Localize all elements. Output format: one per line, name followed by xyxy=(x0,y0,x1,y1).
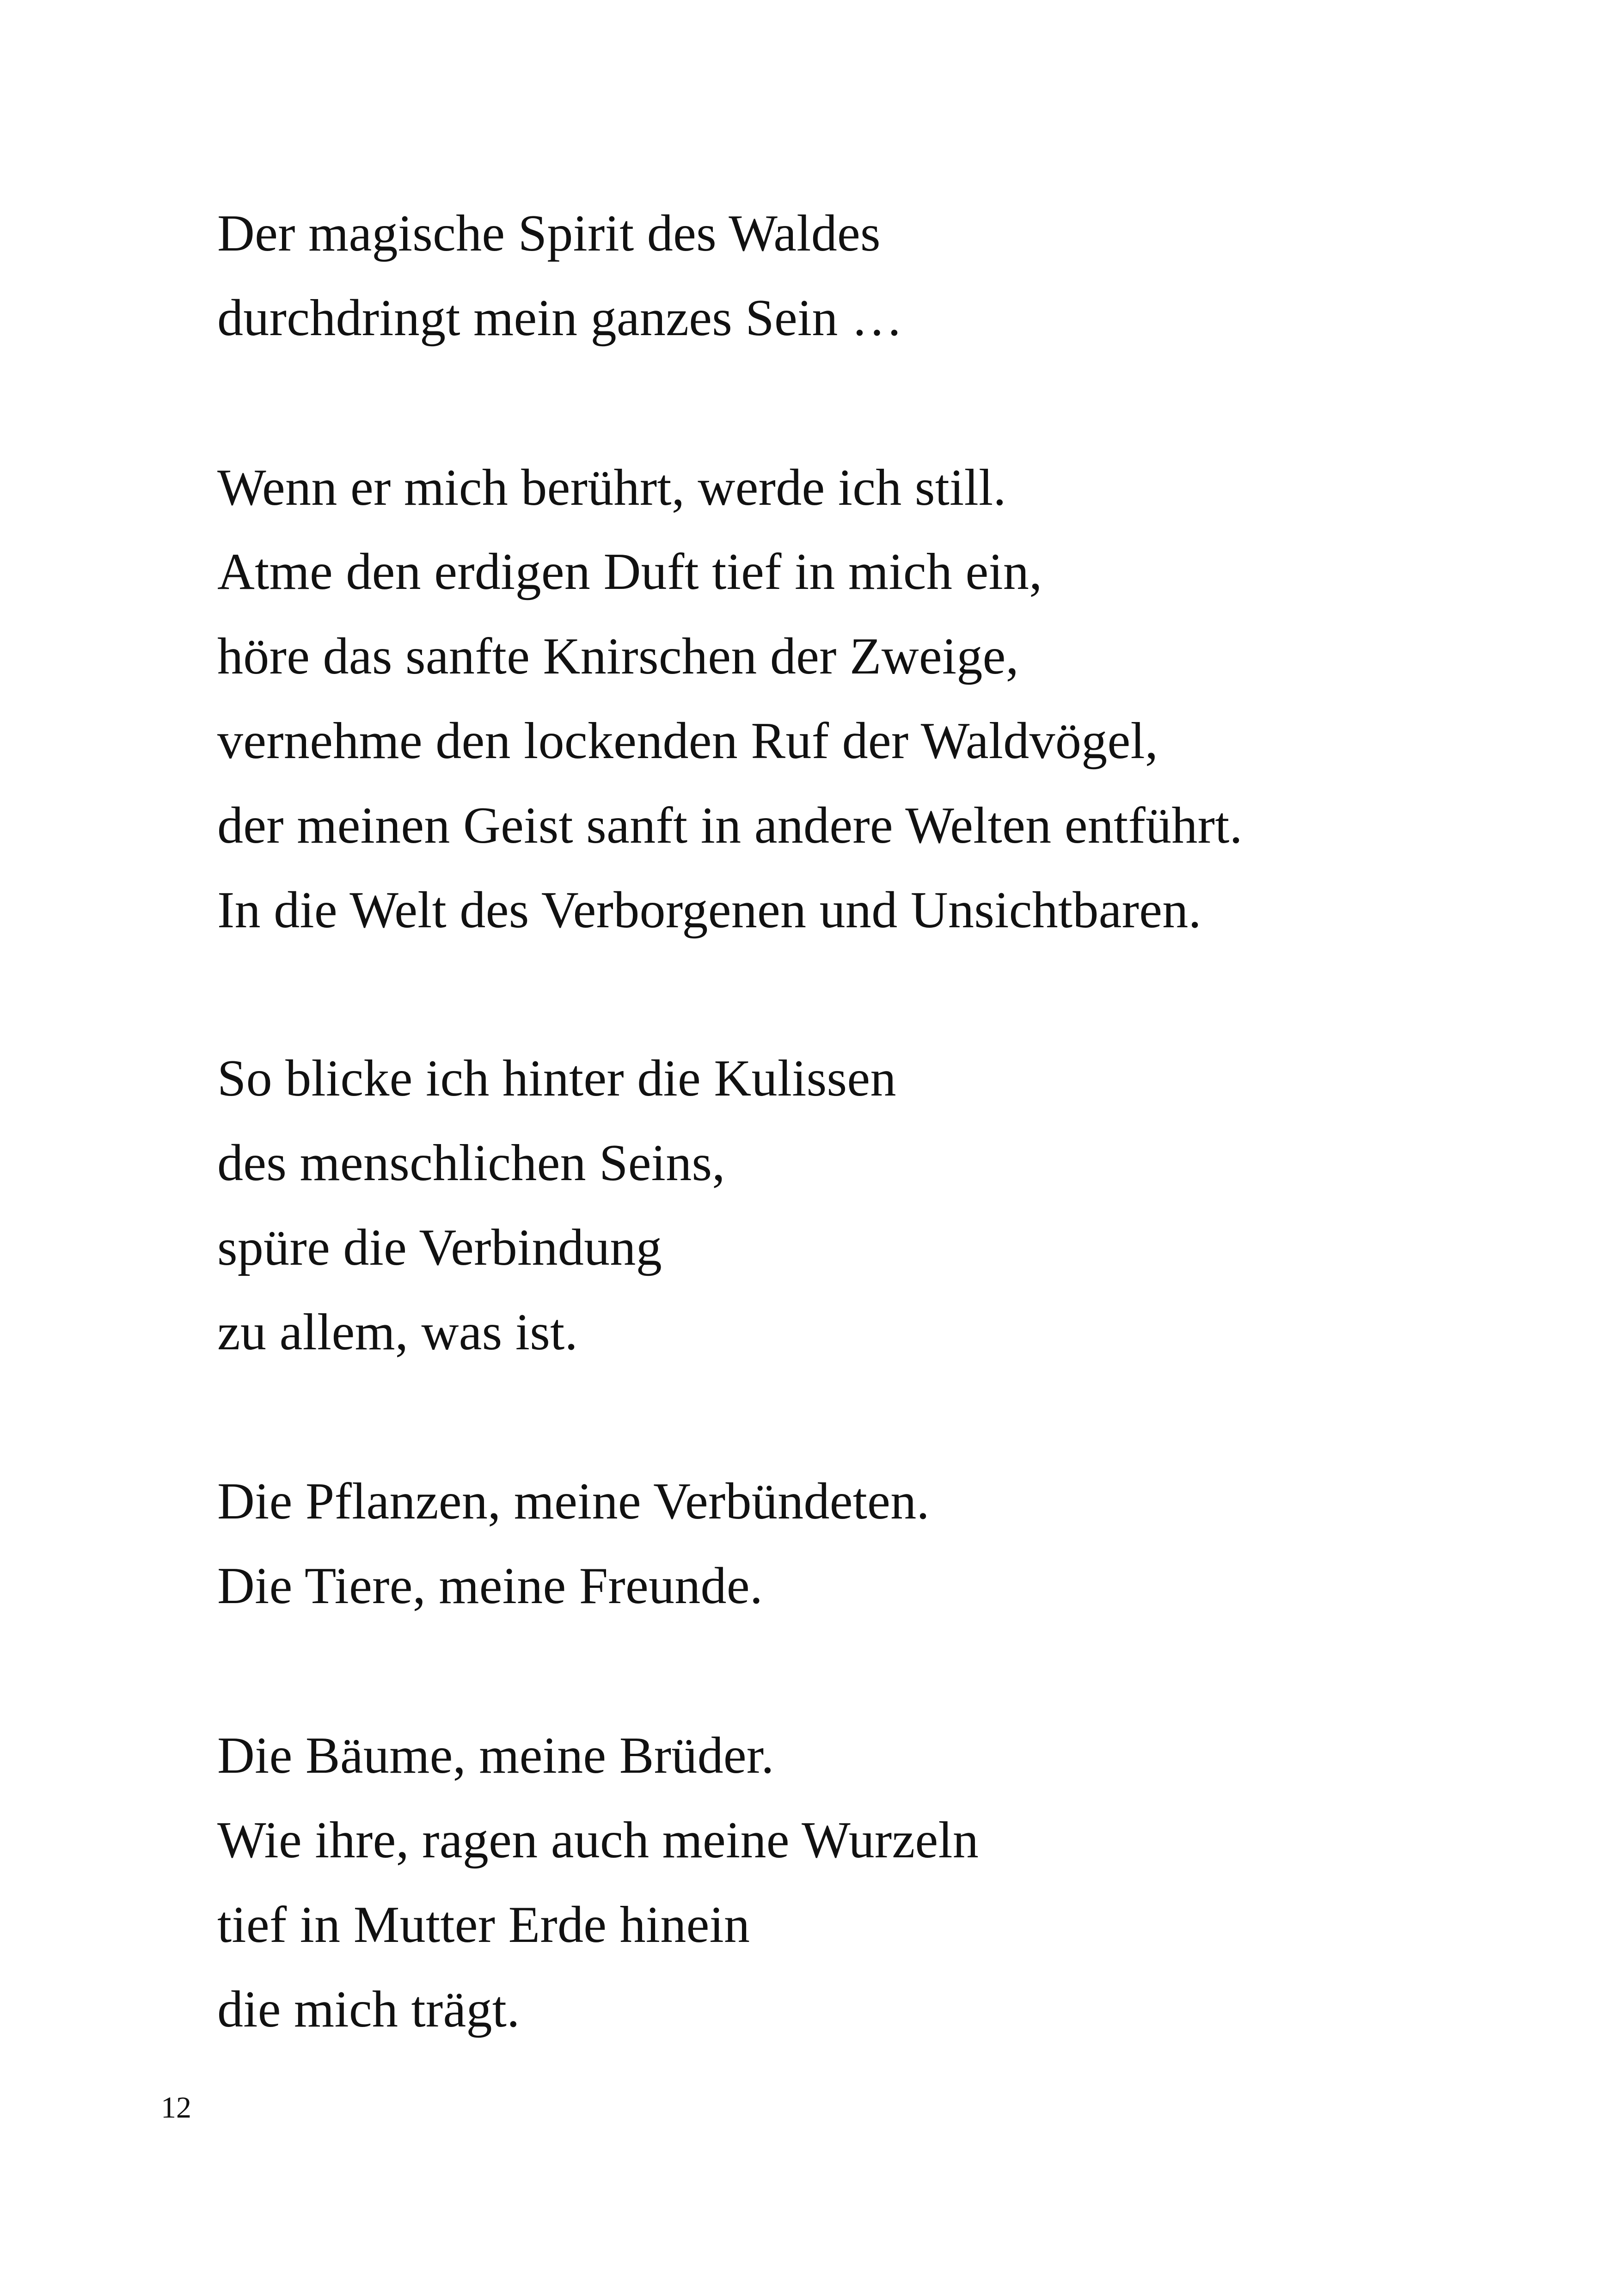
poem-line: Wenn er mich berührt, werde ich still. xyxy=(217,459,1006,516)
poem-line: Atme den erdigen Duft tief in mich ein, xyxy=(217,543,1042,600)
poem-line: Die Pflanzen, meine Verbündeten. xyxy=(217,1473,930,1530)
poem-line: tief in Mutter Erde hinein xyxy=(217,1896,750,1953)
poem-line: höre das sanfte Knirschen der Zweige, xyxy=(217,628,1019,685)
poem-line: Die Tiere, meine Freunde. xyxy=(217,1557,763,1615)
poem-line: In die Welt des Verborgenen und Unsichtbaren. xyxy=(217,882,1201,939)
poem-line: spüre die Verbindung xyxy=(217,1219,662,1276)
poem-line: Die Bäume, meine Brüder. xyxy=(217,1727,774,1784)
poem-line: des menschlichen Seins, xyxy=(217,1134,725,1192)
poem-line: die mich trägt. xyxy=(217,1981,520,2038)
poem-line: vernehme den lockenden Ruf der Waldvögel, xyxy=(217,712,1158,770)
poem-line: durchdringt mein ganzes Sein … xyxy=(217,289,903,347)
poem-line: So blicke ich hinter die Kulissen xyxy=(217,1050,896,1107)
poem-line: zu allem, was ist. xyxy=(217,1304,578,1361)
poem-line: der meinen Geist sanft in andere Welten entführt. xyxy=(217,797,1243,854)
poem-line: Der magische Spirit des Waldes xyxy=(217,205,881,262)
poem-line: Wie ihre, ragen auch meine Wurzeln xyxy=(217,1812,979,1869)
page-number: 12 xyxy=(161,2091,191,2125)
